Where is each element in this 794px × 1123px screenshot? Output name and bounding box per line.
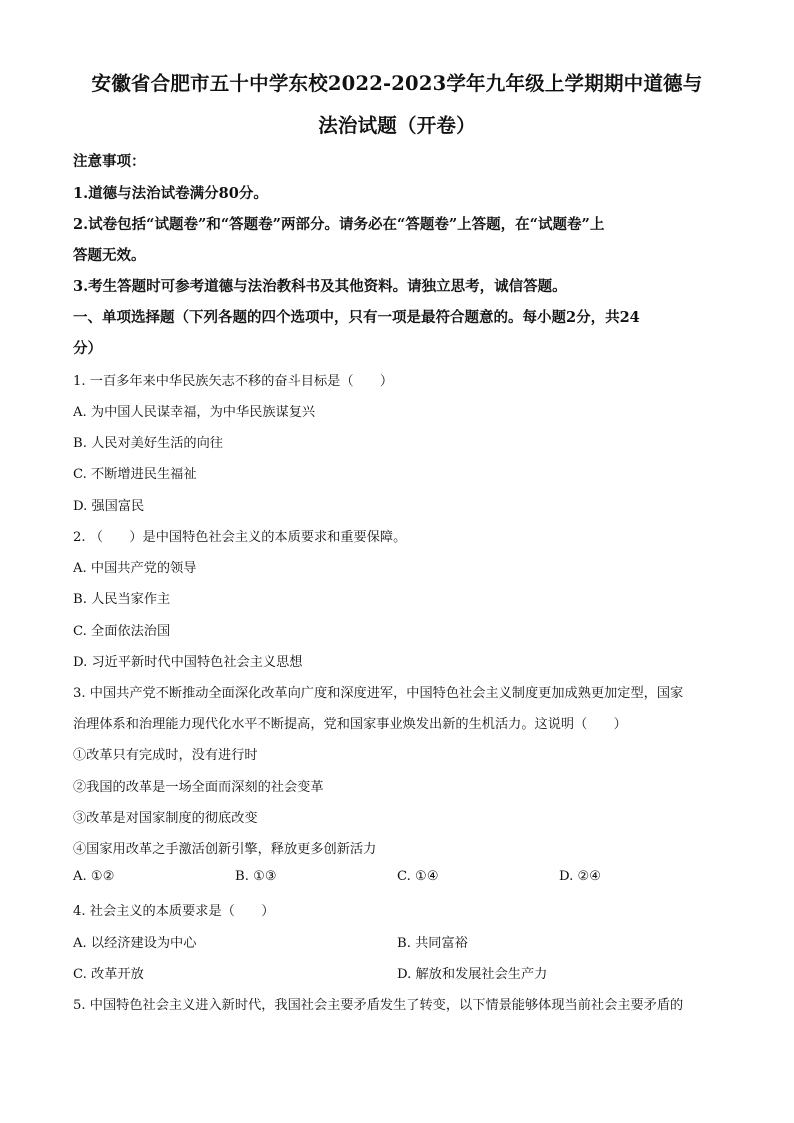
question-4-option-a: A. 以经济建设为中心: [73, 936, 197, 951]
question-4-option-d: D. 解放和发展社会生产力: [397, 967, 548, 982]
question-3-statement-3: ③改革是对国家制度的彻底改变: [73, 811, 258, 826]
question-5-stem-line-1: 5. 中国特色社会主义进入新时代，我国社会主要矛盾发生了转变，以下情景能够体现当前社会主要矛盾的: [73, 998, 684, 1013]
question-4-option-c: C. 改革开放: [73, 967, 144, 982]
question-1-option-a: A. 为中国人民谋幸福，为中华民族谋复兴: [73, 405, 316, 420]
question-1-option-d: D. 强国富民: [73, 499, 145, 514]
notice-item-2-line-2: 答题无效。: [73, 247, 146, 264]
question-2-option-b: B. 人民当家作主: [73, 592, 171, 607]
question-3-option-c: C. ①④: [397, 869, 439, 884]
exam-title-line-2: 法治试题（开卷）: [318, 114, 476, 137]
question-1-option-b: B. 人民对美好生活的向往: [73, 436, 223, 451]
notice-heading: 注意事项：: [73, 153, 146, 170]
question-3-statement-4: ④国家用改革之手激活创新引擎，释放更多创新活力: [73, 842, 377, 857]
question-3-statement-1: ①改革只有完成时，没有进行时: [73, 748, 258, 763]
section-1-heading-line-2: 分）: [73, 340, 102, 357]
question-3-stem-line-2: 治理体系和治理能力现代化水平不断提高，党和国家事业焕发出新的生机活力。这说明（ ）: [73, 717, 627, 732]
notice-item-2-line-1: 2.试卷包括“试题卷”和“答题卷”两部分。请务必在“答题卷”上答题，在“试题卷”上: [73, 216, 605, 233]
question-2-option-c: C. 全面依法治国: [73, 624, 171, 639]
section-1-heading-line-1: 一、单项选择题（下列各题的四个选项中，只有一项是最符合题意的。每小题2分，共24: [73, 309, 640, 326]
question-4-stem: 4. 社会主义的本质要求是（ ）: [73, 904, 275, 919]
question-4-option-b: B. 共同富裕: [397, 936, 468, 951]
question-1-stem: 1. 一百多年来中华民族矢志不移的奋斗目标是（ ）: [73, 374, 394, 389]
question-3-option-a: A. ①②: [73, 869, 115, 884]
question-3-stem-line-1: 3. 中国共产党不断推动全面深化改革向广度和深度进军，中国特色社会主义制度更加成熟更加定型，国家: [73, 686, 684, 701]
question-2-option-a: A. 中国共产党的领导: [73, 561, 197, 576]
question-3-statement-2: ②我国的改革是一场全面而深刻的社会变革: [73, 780, 324, 795]
notice-item-3: 3.考生答题时可参考道德与法治教科书及其他资料。请独立思考，诚信答题。: [73, 278, 567, 295]
question-2-stem: 2. （ ）是中国特色社会主义的本质要求和重要保障。: [73, 530, 407, 545]
exam-title-line-1: 安徽省合肥市五十中学东校2022-2023学年九年级上学期期中道德与: [91, 72, 703, 95]
question-3-option-d: D. ②④: [559, 869, 602, 884]
question-2-option-d: D. 习近平新时代中国特色社会主义思想: [73, 655, 303, 670]
notice-item-1: 1.道德与法治试卷满分80分。: [73, 185, 268, 202]
question-1-option-c: C. 不断增进民生福祉: [73, 467, 197, 482]
question-3-option-b: B. ①③: [235, 869, 277, 884]
